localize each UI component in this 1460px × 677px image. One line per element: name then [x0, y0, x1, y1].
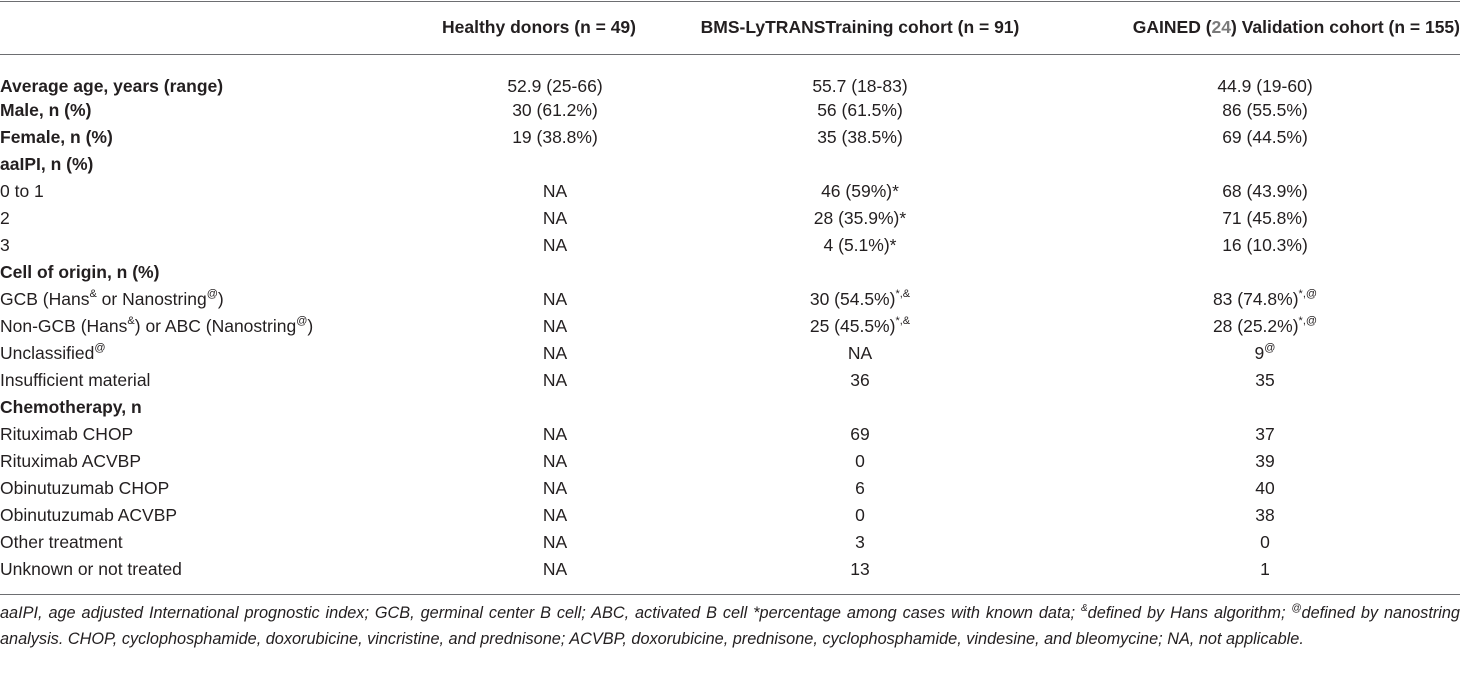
validation-cohort-cell: [1070, 313, 1460, 340]
healthy-donors-value: 19 (38.8%): [512, 127, 598, 147]
healthy-donors-cell: [370, 448, 650, 475]
row-label: Male, n (%): [0, 100, 92, 120]
table-body: [0, 54, 1460, 583]
training-cohort-cell: [650, 556, 1070, 583]
row-label-sup2: @: [206, 288, 218, 301]
training-cohort-value: 3: [855, 532, 865, 552]
bottom-rule: [0, 594, 1460, 595]
validation-cohort-value: 40: [1255, 478, 1275, 498]
healthy-donors-cell: [370, 313, 650, 340]
healthy-donors-cell: [370, 259, 650, 286]
row-label: Obinutuzumab CHOP: [0, 478, 170, 498]
training-cohort-value: 0: [855, 451, 865, 471]
training-cohort-cell: [650, 232, 1070, 259]
training-cohort-cell: [650, 178, 1070, 205]
healthy-donors-value: NA: [542, 370, 568, 390]
validation-cohort-value: 35: [1255, 370, 1275, 390]
validation-cohort-cell: [1070, 151, 1460, 178]
row-label-cell: [0, 151, 370, 178]
row-label: 2: [0, 208, 10, 228]
healthy-donors-value: NA: [542, 343, 568, 363]
footnote-part-2: defined by Hans algorithm;: [1087, 604, 1292, 622]
row-label: Chemotherapy, n: [0, 397, 142, 417]
row-label: Rituximab ACVBP: [0, 451, 142, 471]
validation-cohort-cell: [1070, 205, 1460, 232]
table-row: [0, 529, 1460, 556]
healthy-donors-cell: [370, 178, 650, 205]
validation-cohort-cell: [1070, 97, 1460, 124]
healthy-donors-cell: [370, 205, 650, 232]
healthy-donors-value: NA: [542, 532, 568, 552]
validation-cohort-sup: *,@: [1298, 315, 1318, 328]
healthy-donors-cell: [370, 151, 650, 178]
healthy-donors-value: NA: [542, 235, 568, 255]
table-row: [0, 124, 1460, 151]
row-label-cell: [0, 178, 370, 205]
training-cohort-value: 46 (59%)*: [821, 181, 899, 201]
table-footnote: [0, 600, 1460, 652]
healthy-donors-cell: [370, 529, 650, 556]
row-label: Unknown or not treated: [0, 559, 182, 579]
row-label-cell: [0, 502, 370, 529]
row-label-cell: [0, 448, 370, 475]
training-cohort-value: 56 (61.5%): [817, 100, 903, 120]
training-cohort-value: NA: [847, 343, 873, 363]
row-label-sup2: @: [296, 315, 308, 328]
training-cohort-value: 6: [855, 478, 865, 498]
row-label-end: ): [307, 316, 314, 336]
row-label-cell: [0, 367, 370, 394]
healthy-donors-value: NA: [542, 559, 568, 579]
row-label: Non-GCB (Hans: [0, 316, 128, 336]
row-label-cell: [0, 394, 370, 421]
row-label: Cell of origin, n (%): [0, 262, 160, 282]
training-cohort-cell: [650, 151, 1070, 178]
row-label: Unclassified: [0, 343, 95, 363]
row-label-cell: [0, 529, 370, 556]
table-row: [0, 394, 1460, 421]
healthy-donors-cell: [370, 502, 650, 529]
row-label: Insufficient material: [0, 370, 151, 390]
table-row: [0, 286, 1460, 313]
healthy-donors-cell: [370, 286, 650, 313]
row-label-cell: [0, 313, 370, 340]
table-row: [0, 367, 1460, 394]
training-cohort-cell: [650, 502, 1070, 529]
header-validation-post: ) Validation cohort (n = 155): [1231, 16, 1460, 37]
healthy-donors-cell: [370, 54, 650, 97]
row-label-cell: [0, 54, 370, 97]
training-cohort-sup: *,&: [895, 315, 911, 328]
validation-cohort-cell: [1070, 286, 1460, 313]
row-label-sup: &: [89, 288, 97, 301]
training-cohort-cell: [650, 421, 1070, 448]
healthy-donors-cell: [370, 421, 650, 448]
header-training-cohort: BMS-LyTRANSTraining cohort (n = 91): [700, 16, 1020, 37]
training-cohort-value: 13: [850, 559, 870, 579]
header-validation-pre: GAINED (: [1132, 16, 1212, 37]
table-row: [0, 205, 1460, 232]
row-label: 0 to 1: [0, 181, 44, 201]
validation-cohort-sup: @: [1264, 342, 1276, 355]
table-row: [0, 340, 1460, 367]
healthy-donors-value: NA: [542, 181, 568, 201]
table-row: [0, 421, 1460, 448]
healthy-donors-value: NA: [542, 505, 568, 525]
table-row: [0, 475, 1460, 502]
row-label: Rituximab CHOP: [0, 424, 134, 444]
training-cohort-cell: [650, 394, 1070, 421]
healthy-donors-cell: [370, 367, 650, 394]
training-cohort-cell: [650, 124, 1070, 151]
table-row: [0, 97, 1460, 124]
footnote-part-3: defined by nanostring analysis. CHOP, cyclophosphamide, doxorubicine, vincristine, and prednisone; ACVBP, doxorubicine, prednisone, cyclophosphamide, vindesine, and bleomycine; NA, not applicable.: [0, 604, 1460, 648]
validation-cohort-value: 68 (43.9%): [1222, 181, 1308, 201]
validation-cohort-value: 44.9 (19-60): [1217, 76, 1313, 96]
healthy-donors-value: NA: [542, 424, 568, 444]
healthy-donors-value: 52.9 (25-66): [507, 76, 603, 96]
table-row: [0, 502, 1460, 529]
row-label-end: ): [217, 289, 224, 309]
healthy-donors-value: NA: [542, 478, 568, 498]
footnote-sup-1: &: [1080, 602, 1088, 614]
footnote-part-1: aaIPI, age adjusted International prognostic index; GCB, germinal center B cell; ABC, activated B cell *percentage among cases with known data;: [0, 604, 1081, 622]
table-row: [0, 54, 1460, 97]
footnote-sup-2: @: [1291, 602, 1302, 614]
training-cohort-cell: [650, 529, 1070, 556]
validation-cohort-value: 28 (25.2%): [1212, 316, 1299, 336]
training-cohort-value: 28 (35.9%)*: [813, 208, 907, 228]
row-label-cell: [0, 124, 370, 151]
table-row: [0, 178, 1460, 205]
validation-cohort-value: 69 (44.5%): [1222, 127, 1308, 147]
row-label-cell: [0, 286, 370, 313]
training-cohort-cell: [650, 448, 1070, 475]
validation-cohort-value: 1: [1260, 559, 1270, 579]
row-label-post: or Nanostring: [96, 289, 207, 309]
validation-cohort-value: 0: [1260, 532, 1270, 552]
table-row: [0, 448, 1460, 475]
row-label: GCB (Hans: [0, 289, 90, 309]
validation-cohort-cell: [1070, 340, 1460, 367]
training-cohort-value: 30 (54.5%): [809, 289, 896, 309]
validation-cohort-cell: [1070, 502, 1460, 529]
validation-cohort-value: 37: [1255, 424, 1275, 444]
healthy-donors-value: NA: [542, 289, 568, 309]
validation-cohort-value: 16 (10.3%): [1222, 235, 1308, 255]
training-cohort-cell: [650, 54, 1070, 97]
validation-cohort-value: 9: [1254, 343, 1265, 363]
training-cohort-cell: [650, 205, 1070, 232]
row-label-cell: [0, 556, 370, 583]
row-label: Obinutuzumab ACVBP: [0, 505, 178, 525]
header-validation-cohort: [1070, 0, 1460, 54]
validation-cohort-value: 83 (74.8%): [1212, 289, 1299, 309]
validation-cohort-cell: [1070, 124, 1460, 151]
validation-cohort-value: 71 (45.8%): [1222, 208, 1308, 228]
validation-cohort-cell: [1070, 367, 1460, 394]
validation-cohort-cell: [1070, 421, 1460, 448]
healthy-donors-cell: [370, 340, 650, 367]
row-label-cell: [0, 97, 370, 124]
validation-cohort-cell: [1070, 529, 1460, 556]
training-cohort-value: 36: [850, 370, 870, 390]
training-cohort-cell: [650, 340, 1070, 367]
healthy-donors-value: NA: [542, 451, 568, 471]
header-label-cell: [0, 0, 370, 54]
row-label-cell: [0, 340, 370, 367]
validation-cohort-cell: [1070, 556, 1460, 583]
healthy-donors-value: NA: [542, 316, 568, 336]
row-label-cell: [0, 205, 370, 232]
training-cohort-value: 69: [850, 424, 870, 444]
validation-cohort-cell: [1070, 475, 1460, 502]
row-label: 3: [0, 235, 10, 255]
table-row: [0, 556, 1460, 583]
training-cohort-cell: [650, 259, 1070, 286]
training-cohort-cell: [650, 97, 1070, 124]
row-label-sup: &: [127, 315, 135, 328]
validation-cohort-cell: [1070, 54, 1460, 97]
healthy-donors-cell: [370, 124, 650, 151]
table-row: [0, 313, 1460, 340]
reference-link[interactable]: 24: [1211, 16, 1231, 37]
training-cohort-cell: [650, 313, 1070, 340]
healthy-donors-cell: [370, 97, 650, 124]
training-cohort-sup: *,&: [895, 288, 911, 301]
training-cohort-cell: [650, 367, 1070, 394]
row-label-post: ) or ABC (Nanostring: [134, 316, 297, 336]
training-cohort-value: 35 (38.5%): [817, 127, 903, 147]
row-label-cell: [0, 259, 370, 286]
row-label: Average age, years (range): [0, 76, 224, 96]
row-label: Other treatment: [0, 532, 123, 552]
training-cohort-value: 25 (45.5%): [809, 316, 896, 336]
validation-cohort-value: 38: [1255, 505, 1275, 525]
table-row: [0, 232, 1460, 259]
validation-cohort-cell: [1070, 178, 1460, 205]
row-label-cell: [0, 421, 370, 448]
validation-cohort-cell: [1070, 394, 1460, 421]
validation-cohort-cell: [1070, 448, 1460, 475]
row-label: aaIPI, n (%): [0, 154, 94, 174]
training-cohort-cell: [650, 475, 1070, 502]
row-label-cell: [0, 232, 370, 259]
training-cohort-cell: [650, 286, 1070, 313]
healthy-donors-value: 30 (61.2%): [512, 100, 598, 120]
healthy-donors-cell: [370, 394, 650, 421]
healthy-donors-cell: [370, 232, 650, 259]
table-row: [0, 259, 1460, 286]
training-cohort-value: 4 (5.1%)*: [823, 235, 897, 255]
header-healthy-donors: Healthy donors (n = 49): [442, 16, 636, 37]
row-label: Female, n (%): [0, 127, 113, 147]
table-row: [0, 151, 1460, 178]
training-cohort-value: 55.7 (18-83): [812, 76, 908, 96]
validation-cohort-sup: *,@: [1298, 288, 1318, 301]
header-row: [0, 0, 1460, 54]
validation-cohort-cell: [1070, 232, 1460, 259]
healthy-donors-cell: [370, 475, 650, 502]
validation-cohort-value: 86 (55.5%): [1222, 100, 1308, 120]
training-cohort-value: 0: [855, 505, 865, 525]
healthy-donors-value: NA: [542, 208, 568, 228]
healthy-donors-cell: [370, 556, 650, 583]
row-label-cell: [0, 475, 370, 502]
validation-cohort-value: 39: [1255, 451, 1275, 471]
row-label-sup: @: [94, 342, 106, 355]
validation-cohort-cell: [1070, 259, 1460, 286]
